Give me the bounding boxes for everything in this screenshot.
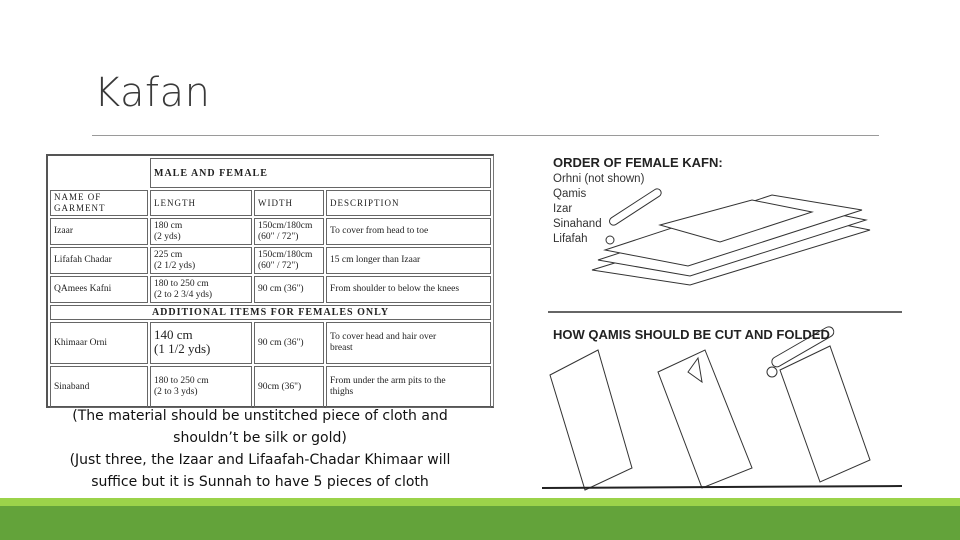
description-cell: To cover from head to toe xyxy=(326,218,491,245)
width-header: WIDTH xyxy=(254,190,324,216)
garment-name: Khimaar Orni xyxy=(50,322,148,364)
description-line: To cover head and hair over xyxy=(330,332,437,342)
name-of-garment-header xyxy=(50,190,148,216)
width-cell: 90 cm (36") xyxy=(254,322,324,364)
length-alt: (2 1/2 yds) xyxy=(154,260,196,271)
roll-end-icon xyxy=(767,367,777,377)
description-cell xyxy=(326,322,491,364)
slide-title: Kafan xyxy=(94,70,211,116)
length-cell xyxy=(150,322,252,364)
table-row xyxy=(50,366,491,408)
kafan-table xyxy=(48,156,493,410)
length-value: 180 to 250 cm xyxy=(154,376,209,386)
garment-name: Sinaband xyxy=(50,366,148,408)
description-cell: From shoulder to below the knees xyxy=(326,276,491,303)
length-alt: (2 yds) xyxy=(154,231,181,242)
description-cell: 15 cm longer than Izaar xyxy=(326,247,491,274)
description-cell xyxy=(326,366,491,408)
folded-cloth-3 xyxy=(780,346,870,482)
bottom-rule xyxy=(542,486,902,488)
width-value: 150cm/180cm xyxy=(258,249,313,260)
length-alt: (2 to 2 3/4 yds) xyxy=(154,289,213,300)
garment-label: GARMENT xyxy=(54,203,106,213)
layer-label-izar: Izar xyxy=(553,203,573,215)
caption-line: suffice but it is Sunnah to have 5 pieces of cloth xyxy=(91,474,429,490)
description-line: thighs xyxy=(330,387,354,397)
length-cell xyxy=(150,218,252,245)
description-header: DESCRIPTION xyxy=(326,190,491,216)
length-value: 180 cm xyxy=(154,220,183,231)
garment-name: Izaar xyxy=(50,218,148,245)
order-of-female-kafn-title: ORDER OF FEMALE KAFN: xyxy=(553,155,723,170)
description-line: breast xyxy=(330,343,353,353)
additional-items-header: ADDITIONAL ITEMS FOR FEMALES ONLY xyxy=(50,305,491,320)
width-alt: (60" / 72") xyxy=(258,231,299,242)
layer-label-orhni: Orhni (not shown) xyxy=(553,173,645,185)
width-cell xyxy=(254,247,324,274)
length-cell xyxy=(150,366,252,408)
rolled-cloth xyxy=(608,187,663,226)
length-value: 180 to 250 cm xyxy=(154,278,209,289)
garment-name: Lifafah Chadar xyxy=(50,247,148,274)
width-cell: 90cm (36") xyxy=(254,366,324,408)
table-row xyxy=(50,276,491,303)
garment-name: QAmees Kafni xyxy=(50,276,148,303)
width-alt: (60" / 72") xyxy=(258,260,299,271)
layer-label-lifafah: Lifafah xyxy=(553,233,588,245)
kafan-illustrations xyxy=(540,150,912,496)
material-note xyxy=(40,405,480,493)
qamis-fold-title: HOW QAMIS SHOULD BE CUT AND FOLDED xyxy=(553,327,830,342)
length-alt: (1 1/2 yds) xyxy=(154,341,211,356)
title-divider xyxy=(92,135,879,136)
layer-label-qamis: Qamis xyxy=(553,188,587,200)
description-line: From under the arm pits to the xyxy=(330,376,446,386)
main-header: MALE AND FEMALE xyxy=(150,158,491,188)
width-cell xyxy=(254,218,324,245)
kafn-layers-drawing xyxy=(540,150,912,496)
blank-cell xyxy=(50,158,148,188)
table-row xyxy=(50,247,491,274)
table-row xyxy=(50,322,491,364)
footer-accent-bar xyxy=(0,498,960,540)
roll-end-icon xyxy=(606,236,614,244)
length-value: 225 cm xyxy=(154,249,183,260)
caption-line: shouldn’t be silk or gold) xyxy=(173,430,347,446)
length-value: 140 cm xyxy=(154,327,193,342)
length-cell xyxy=(150,247,252,274)
width-value: 150cm/180cm xyxy=(258,220,313,231)
table-row xyxy=(50,218,491,245)
length-cell xyxy=(150,276,252,303)
folded-cloth-1 xyxy=(550,350,632,490)
garment-table xyxy=(46,154,494,408)
caption-line: (The material should be unstitched piece of cloth and xyxy=(72,408,448,424)
width-cell: 90 cm (36") xyxy=(254,276,324,303)
caption-line: (Just three, the Izaar and Lifaafah-Chadar Khimaar will xyxy=(69,452,451,468)
name-of-label: NAME OF xyxy=(54,192,102,202)
folded-cloth-2 xyxy=(658,350,752,488)
length-header: LENGTH xyxy=(150,190,252,216)
length-alt: (2 to 3 yds) xyxy=(154,387,198,397)
layer-label-sinaband: Sinahand xyxy=(553,218,602,230)
